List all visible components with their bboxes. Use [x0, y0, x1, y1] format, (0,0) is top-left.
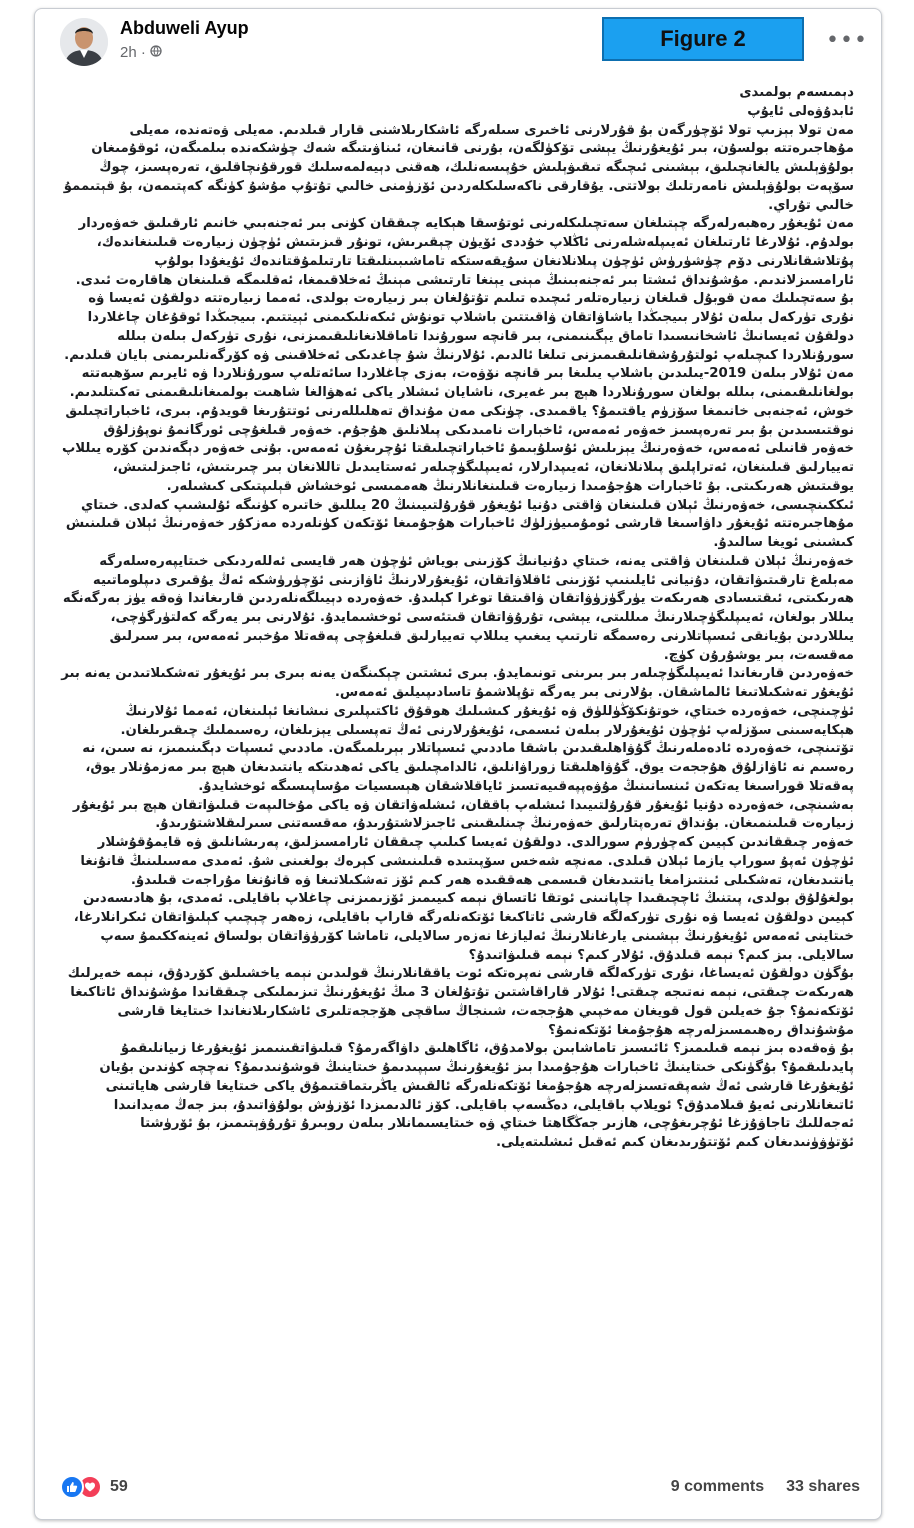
post-paragraph: بۇ سەتچىلىك مەن قوبۇل قىلغان زىيارەتلەر ئىچىدە تىلىم تۇتۇلغان بىر زىيارەت بولدى. ئەمما زىيارەتتە دولقۇن ئەيسا ۋە نۇرى تۈركەل بىلەن ئۇلار بىيجىڭدا ياشاۋاتقان ۋاقىتتىن باشلاپ تونۇش ئىكەنلىكىمنى ئېيتتىم. بىيجىڭدا ئوقۇغان چاغلاردا دولقۇن ئەيسانىڭ ئاشخانىسىدا تاماق يېگىنىمنى، بىر قانچە سورۇندا تاماقلانغانلىقىمىزنى، نۇرى تۈركەل بىلەن بىللە سورۇنلاردا كىچىلەپ ئولتۇرۇشقانلىقىمىزنى تىلغا ئالدىم. ئۇلارنىڭ شۇ چاغدىكى ئەخلاقىنى ۋە كۆرگەنلىرىمنى بايان قىلدىم. مەن ئۇلار بىلەن 2019-يىلىدىن باشلاپ يىلىغا بىر قانچە نۆۋەت، بەزى چاغلاردا سائەتلەپ سورۇنلاردا ۋە ئايرىم سۆھبەتتە بولغانلىقىمنى، بىللە بولغان سورۇنلاردا ھېچ بىر غەيرى، ناشايان ئىشلار ياكى ئەھۋالغا شاھىت بولمىغانلىقىمنى تەكىتلىدىم.	[64, 291, 854, 400]
post-paragraph: خوش، ئەجنەبى خانىمغا سۆزۈم ياقتىمۇ؟ ياقمىدى. چۈنكى مەن مۇنداق تەھلىللەرنى ئوتتۇرىغا قويدۇم. بىرى، ئاخباراتچىلىق نوقتىسىدىن بۇ بىر تەرەپسىز خەۋەر ئەمەس، ئاخبارات نامىدىكى پىلانلىق ھۇجۇم. خەۋەر قىلغۇچى ئورگانمۇ نوپۇزلۇق خەۋەر قانىلى ئەمەس، خەۋەرنىڭ يېزىلىش ئۇسلۇبىمۇ ئاخباراتچىلىقتا ئۇچرىغۇن ئەمەس. بۇنى خەۋەر دېگەندىن كۆرە يىللاپ تەييارلىق قىلىنغان، ئەتراپلىق پىلانلانغان، ئەيىپدارلار، ئەيىپلىگۈچىلەر ئەستايىدىل تاللانغان بىر چىرىتىش، ئاجىزلىتىش، يوقىتىش ھەرىكىتى. بۇ ئاخبارات ھۇجۇمىدا زىيارەت قىلىنغانلارنىڭ ھەممىسى ئوخشاش قېلىپتىكى كىشىلەر.	[61, 403, 854, 494]
post-meta	[120, 44, 162, 61]
post-footer	[60, 1472, 860, 1502]
like-icon	[60, 1475, 84, 1499]
post-paragraph: بۇگۈن دولقۇن ئەيساغا، نۇرى تۈركەلگە قارشى نەپرەتكە ئوت ياققانلارنىڭ قولىدىن نېمە ياخشىلىق كۆردۇق، نېمە خەيرلىك ھەرىكەت چىقتى، نېمە نەتىجە چىقتى! ئۇلار قاراقاشتىن تۇتۇلغان 3 مىڭ ئۇيغۇرنىڭ تىزىملىكى چىققاندا مۇشۇنداق ئاتاكىغا ئۆتكەنمۇ؟ جۇ خەيلىن قول قويغان مەخپىي ھۇججەت، شىنجاڭ ساقچى ھۆججەتلىرى ئاشكارىلانغاندا خىتايغا قارشى مۇشۇنداق رەھىمسىزلەرچە ھۇجۇمغا ئۆتكەنمۇ؟	[67, 966, 854, 1038]
post-paragraph: ئۈچىنچى، خەۋەردە خىتاي، خوتۇنكۆڭۈللۈق ۋە ئۇيغۇر كىشىلىك ھوقۇق ئاكتىپلىرى نىشانغا ئېلىنغان، ئەمما ئۇلارنىڭ ھېكايەسىنى سۆزلەپ ئۈچۈن ئۇيغۇرلار بىلەن ئىسمى، ئۇيغۇرلارنى ئەڭ تەپسىلى يېزىلغان، رەسىملىك چىقىرىلغان.	[120, 703, 854, 738]
reaction-icons[interactable]	[60, 1475, 102, 1499]
post-paragraph: دېمىسەم بولمىدى	[739, 85, 854, 100]
figure-badge: Figure 2	[602, 17, 804, 61]
post-paragraph: بەشىنچى، خەۋەردە دۇنيا ئۇيغۇر قۇرۇلتىيىدا ئىشلەپ باققان، ئىشلەۋاتقان ۋە ياكى مۇخالىپەت قىلىۋاتقان ھېچ بىر ئۇيغۇر زىيارەت قىلىنمىغان. بۇنداق تەرەپتارلىق خەۋەرنىڭ چىنلىقىنى ئاجىزلاشتۇرىدۇ، مەقسەتنى سىرلىقلاشتۇرىدۇ.	[72, 797, 854, 832]
avatar-image	[60, 18, 108, 66]
post-text	[60, 84, 854, 1153]
author-name[interactable]: Abduweli Ayup	[120, 18, 249, 38]
post-paragraph: خەۋەر چىققاندىن كېيىن كەچۈرۈم سورالدى. دولقۇن ئەيسا كىلىپ چىققان ئارامسىزلىق، پەرىشانلىق ۋە قايمۇقۇشلار ئۈچۈن ئەپۇ سوراپ يازما ئېلان قىلدى. مەنچە شەخس سۆپىتىدە قىلىنىشى كېرەك بولغىنى شۇ. ئەمدى مەسىلىنىڭ قانۇنغا يانتىدىغان، تەشكىلى ئىنتىزامغا يانتىدىغان قىسمى ھەققىدە ھەر كىم ئۆز تەشكىلاتىغا ۋە قانۇنغا مۇراجەت قىلىدۇ.	[80, 835, 854, 888]
post-paragraph: بولغۇلۇق بولدى، پىتنىڭ ئاچچىقىدا چاپانىنى ئوتقا ئاتساق نېمە كىيىمىز ئۆزىمىزنى چاغلاپ باقايلى. ئەمدى، بۇ ھادىسەدىن كېيىن دولقۇن ئەيسا ۋە نۇرى تۈركەلگە قارشى ئاتاكىغا ئۆتكەنلەرگە قاراپ باقايلى، زەھەر چېچىپ كېلىۋاتقان ئىكرانلارغا، خىتاينى ئەمەس ئۇيغۇرنىڭ بېشىنى يارغانلارنىڭ ئەليازغا نەزەر سالايلى، تاماشا كۆرۈۋاتقان بولساق ئەينەككىمۇ سەپ سالايلى. بىز كىم؟ نېمە قىلدۇق. ئۇلار كىم؟ نېمە قىلىۋاتىدۇ؟	[73, 891, 854, 963]
globe-icon	[150, 44, 162, 61]
post-paragraph: خەۋەرنىڭ ئېلان قىلىنغان ۋاقتى يەنە، خىتاي دۇنيانىڭ كۆزىنى بوياش ئۈچۈن ھەر قايسى ئەللەردىكى خىتايپەرەسلەرگە مەبلەغ تارقىتىۋاتقان، دۇنيانى ئايلىنىپ ئۆزىنى ئاقلاۋاتقان، ئۇيغۇرلارنىڭ ئاۋازىنى ئۆچۈرۈشكە ئەڭ يۇقىرى دىپلوماتىيە ھەرىكىتى، ئىقتىسادى ھەرىكەت يۈرگۈزۈۋاتقان ۋاقىتقا توغرا كېلىدۇ. خەۋەردە دېيىلگەنلەردىن قارىغاندا ۋەقە يۈز بەرگەنگە يىللار بولغان، ئەيىپلىگۈچىلارنىڭ مىللىتى، يېشى، تۇرۇۋاتقان قىتئەسى ئوخشىمايدۇ. ئۇلارنى بىر يەرگە كەلتۈرگۈچى، يىللاردىن بۇيانقى ئىسپاتلارنى رەسمگە تارتىپ يىغىپ يىللاپ تەييارلىق قىلغۇچى پەقەتلا مۇخبىر ئەمەس، بىر سىرلىق مەقسەت، بىر يوشۇرۇن كۈچ.	[62, 553, 854, 663]
post-paragraph: خەۋەردىن قارىغاندا ئەيىپلىگۈچىلەر بىر بىرىنى تونىمايدۇ. بىرى ئىشتىن چېكىنگەن يەنە بىرى بىر ئۇيغۇر تەشكىلاتىدىن يەنە بىر ئۇيغۇر تەشكىلاتىغا ئالماشقان. بۇلارنى بىر يەرگە تۇپلاشمۇ تاسادىپىيلىق ئەمەس.	[61, 666, 854, 700]
post-paragraph: مەن ئۇيغۇر رەھبەرلەرگە چېتىلغان سەتچىلىكلەرنى ئوتۇسقا ھېكايە چىققان كۈنى بىر ئەجنەبىي خانىم ئارقىلىق خەۋەردار بولدۇم. ئۇلارغا ئارتىلغان ئەيىپلەشلەرنى ئاڭلاپ خۇددى ئۆيۈن چېقىرىش، تونۇر قىزىتىش ئۈچۈن زىيارەت قىلىنغاندەك، پۇتلاشقانلارنى دۆم چۈشۈرۈش ئۈچۈن پىلانلانغان سۇيقەستكە تاماشىبىنلىقتا تارتىلمۇقتاندەك ئۇيغۇدا بولۇپ ئارامسىزلاندىم. مۇشۇنداق ئىشتا بىر ئەجنەبىنىڭ مېنى يېنغا تارتىشى مېنىڭ ئەخلاقىمغا، ئەقلىمگە قىلىنغان ھاقارەت ئىدى.	[75, 216, 854, 288]
post-paragraph: تۆتىنچى، خەۋەردە ئادەملەرنىڭ گۇۋاھلىقىدىن باشقا ماددىي ئىسپاتلار بېرىلمىگەن. ماددىي ئىسپات دېگىنىمىز، نە سىن، نە رەسىم نە ئاۋازلۇق ھۇججەت يوق. گۇۋاھلىقتا زوراۋانلىق، ئالدامچىلىق ياكى ئەھدىتكە يانتىدىغان ھېچ بىر مەزمۇنلار يوق، پەقەتلا قوراسىغا يەتكەن ئىنسانىنىڭ مۇۋەپپەقىيەتسىز ئاياقلاشقان ھېسسيات مۇساپىسىگە ئوخشايدۇ.	[82, 741, 854, 794]
avatar[interactable]	[60, 18, 108, 66]
shares-count[interactable]: 33 shares	[786, 1478, 860, 1495]
post-paragraph: بۇ ۋەقەدە بىز نېمە قىلىمىز؟ ئائىسىز تاماشابىن بولامدۇق، ئاگاھلىق داۋاگەرمۇ؟ قىلىۋاتقىنىمىز ئۇيغۇرغا زىيانلىقمۇ پايدىلىقمۇ؟ بۇگۈنكى خىتاينىڭ ئاخبارات ھۇجۇمىدا بىز ئۇيغۇرنىڭ سېپىدىمۇ خىتاينىڭ قوشۇنىدىمۇ؟ نەچچە كۈندىن بۇيان ئۇيغۇرغا قارشى ئەڭ شەپقەتسىزلەرچە ھۇجۇمغا ئۆتكەنلەرگە ئالقىش ياڭرىتماقتىمۇق ياكى خىتايغا قارشى ھاياتىنى ئاتىغانلارنى ئەيۇ قىلامدۇق؟ ئويلاپ باقايلى، دەڭسەپ باقايلى. كۆز ئالدىمىزدا ئۆزۈش بولۇۋاتىدۇ، بىز جەڭ مەيدانىدا ئەجەللىك تاجاۋۇزغا ئۇچرىغۇچى، ھازىر جەڭگاھتا خىتاي ۋە خىتايسىمانلار بىلەن روبىرۇ تۇرۇۋېتىمىز، بۇ ئۆرۈشتا ئۆتۈۋۈنىدىغان كىم ئۆتتۇرىدىغان كىم ئەقىل ئىشلىتەيلى.	[99, 1041, 854, 1150]
post-paragraph: مەن تولا بېزىپ تولا ئۆچۈرگەن بۇ قۇرلارنى ئاخىرى سىلەرگە ئاشكارىلاشنى قارار قىلدىم. مەيلى ۋەتەندە، مەيلى مۇھاجىرەتتە بولسۇن، بىر ئۇيغۇرنىڭ يېشى تۆكۈلگەن، بۇرنى قانىغان، ئىناۋىتىگە شەك چۈشكەندە بىلمىگەن، ئوقۇمىغان بولۇۋېلىش يالغانچىلىق، بېشىنى ئىچىگە تىقىۋېلىش خۇپىسەنلىك، ھەقنى دېيەلمەسلىك قورقۇنچاقلىق، تەرەپسىز، چوڭ سۆپەت بولۇۋېلىش نامەرتلىك بولاتتى. يۇقارقى ناكەسلىكلەردىن ئۆزۈمنى خالىي تۇتۇپ مۇشۇ كۈنگە كەپتىمەن، بۇ قېتىممۇ خالىي تۇراي.	[63, 122, 854, 213]
more-options-icon[interactable]: •••	[826, 28, 868, 53]
comments-count[interactable]: 9 comments	[670, 1478, 765, 1495]
post-paragraph: ئابدۇۋەلى ئايۇپ	[747, 103, 854, 119]
reaction-count[interactable]: 59	[110, 1478, 128, 1495]
post-paragraph: ئىككىنچىسى، خەۋەرنىڭ ئېلان قىلىنغان ۋاقتى دۇنيا ئۇيغۇر قۇرۇلتىيىنىڭ 20 يىللىق خاتىرە كۈنىگە ئۇلىشىپ كەلدى. خىتاي مۇھاجىرەتتە ئۇيغۇر داۋاسىغا قارشى ئومۇمىيۈزلۈك ئاخبارات ھۇجۇمىغا ئۆتكەن كۈنلەردە مەزكۇر خەۋەرنىڭ ئېلان قىلىنىش كىشىنى ئويغا سالىدۇ.	[65, 497, 854, 550]
post-time[interactable]: 2h ·	[120, 44, 146, 61]
